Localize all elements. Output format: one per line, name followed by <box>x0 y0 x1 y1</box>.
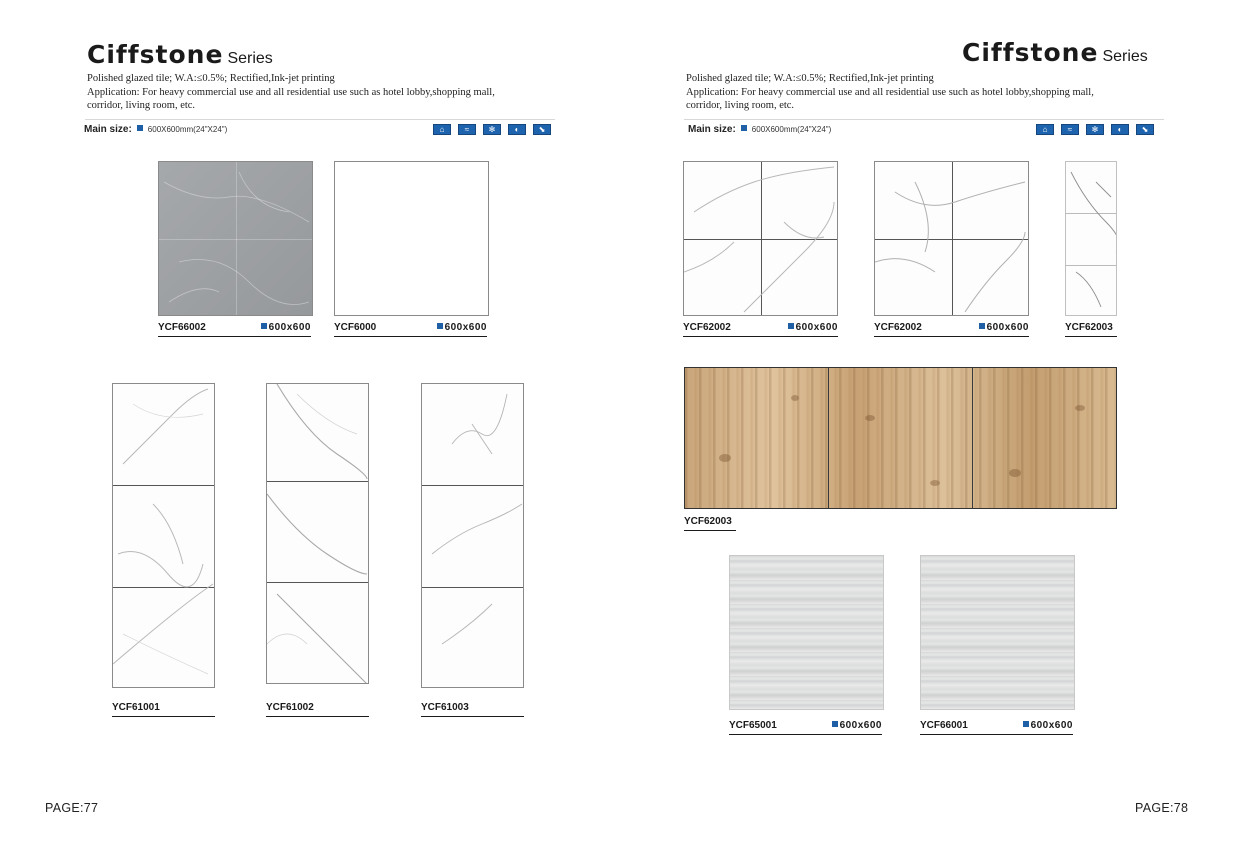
left-main-size <box>84 124 227 135</box>
product-code: YCF61003 <box>421 702 469 713</box>
right-feature-icons <box>1036 124 1154 135</box>
product-caption <box>684 516 736 531</box>
bathroom-icon: ≈ <box>1061 124 1079 135</box>
main-size-value: 600X600mm(24"X24") <box>147 125 228 134</box>
bathroom-icon: ≈ <box>458 124 476 135</box>
product-caption <box>112 702 215 717</box>
product-caption <box>334 322 487 337</box>
desc-line: corridor, living room, etc. <box>686 100 795 111</box>
tile-image <box>874 161 1029 316</box>
product-size: 600x600 <box>437 322 487 333</box>
page-number-right: PAGE:78 <box>1135 801 1189 815</box>
commercial-icon: ⬊ <box>533 124 551 135</box>
main-size-label: Main size: <box>84 124 132 135</box>
page-number-left: PAGE:77 <box>45 801 99 815</box>
product-code: YCF61002 <box>266 702 314 713</box>
tile-image <box>683 161 838 316</box>
product-caption <box>421 702 524 717</box>
product-code: YCF62003 <box>684 516 732 527</box>
product-caption <box>158 322 311 337</box>
tile-image <box>266 383 369 684</box>
tile-image <box>334 161 489 316</box>
main-size-value: 600X600mm(24"X24") <box>751 125 832 134</box>
tile-image <box>729 555 884 710</box>
header-divider <box>85 119 555 120</box>
product-code: YCF66001 <box>920 720 968 731</box>
right-brand-title <box>962 40 1148 65</box>
product-code: YCF62002 <box>874 322 922 333</box>
main-size-label: Main size: <box>688 124 736 135</box>
header-divider <box>684 119 1164 120</box>
tile-image <box>421 383 524 688</box>
right-description <box>686 72 1094 113</box>
product-caption <box>683 322 838 337</box>
desc-line: corridor, living room, etc. <box>87 100 196 111</box>
product-code: YCF65001 <box>729 720 777 731</box>
product-caption <box>874 322 1029 337</box>
desc-line: Polished glazed tile; W.A:≤0.5%; Rectified,Ink-jet printing <box>87 73 335 84</box>
product-caption <box>1065 322 1117 337</box>
brand-name: Ciffstone <box>962 38 1099 67</box>
product-size: 600x600 <box>979 322 1029 333</box>
right-main-size <box>688 124 831 135</box>
tile-image <box>920 555 1075 710</box>
product-code: YCF62003 <box>1065 322 1113 333</box>
series-label: Series <box>1102 48 1148 65</box>
series-label: Series <box>227 50 273 67</box>
product-size: 600x600 <box>832 720 882 731</box>
product-size: 600x600 <box>788 322 838 333</box>
product-caption <box>729 720 882 735</box>
floor-icon: ⌂ <box>433 124 451 135</box>
desc-line: Polished glazed tile; W.A:≤0.5%; Rectified,Ink-jet printing <box>686 73 934 84</box>
wear-resistant-icon: ◐ <box>508 124 526 135</box>
product-code: YCF6000 <box>334 322 377 333</box>
desc-line: Application: For heavy commercial use and all residential use such as hotel lobby,shopping mall, <box>686 86 1094 98</box>
product-size: 600x600 <box>261 322 311 333</box>
commercial-icon: ⬊ <box>1136 124 1154 135</box>
wear-resistant-icon: ◐ <box>1111 124 1129 135</box>
frost-resistant-icon: ✻ <box>1086 124 1104 135</box>
floor-icon: ⌂ <box>1036 124 1054 135</box>
product-code: YCF66002 <box>158 322 206 333</box>
tile-image <box>112 383 215 688</box>
desc-line: Application: For heavy commercial use and all residential use such as hotel lobby,shopping mall, <box>87 86 495 98</box>
left-brand-title <box>87 42 273 67</box>
brand-name: Ciffstone <box>87 40 224 69</box>
frost-resistant-icon: ✻ <box>483 124 501 135</box>
size-marker-icon <box>741 125 747 131</box>
product-caption <box>266 702 369 717</box>
tile-image <box>684 367 1117 509</box>
size-marker-icon <box>137 125 143 131</box>
product-code: YCF62002 <box>683 322 731 333</box>
product-code: YCF61001 <box>112 702 160 713</box>
tile-image <box>158 161 313 316</box>
tile-image <box>1065 161 1117 316</box>
product-size: 600x600 <box>1023 720 1073 731</box>
product-caption <box>920 720 1073 735</box>
left-feature-icons <box>433 124 551 135</box>
left-description <box>87 72 495 113</box>
